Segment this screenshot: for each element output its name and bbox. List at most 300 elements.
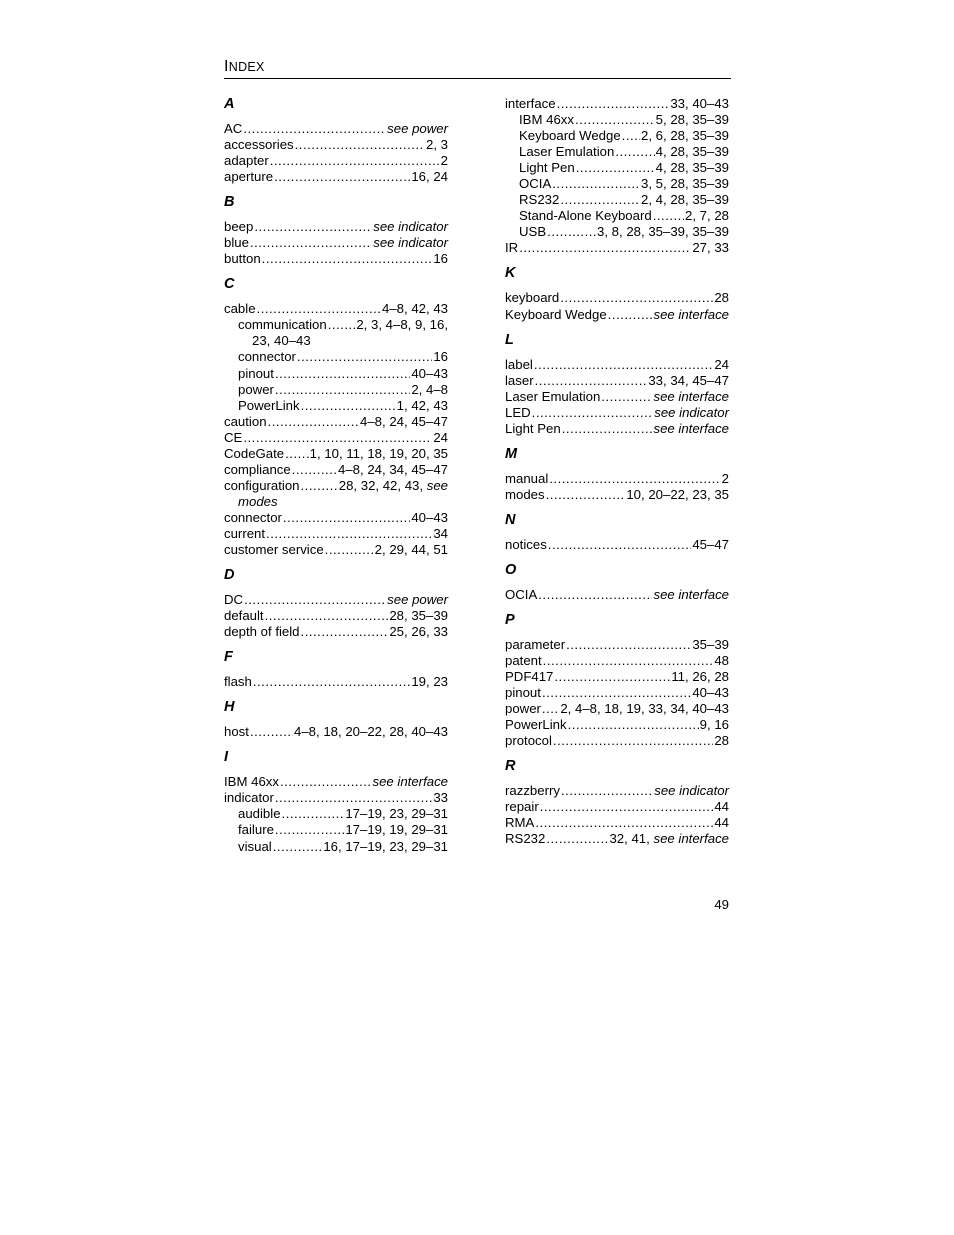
index-entry <box>224 153 448 169</box>
index-subentry <box>224 806 448 822</box>
leader-dots <box>622 128 640 144</box>
leader-dots <box>250 235 372 251</box>
leader-dots <box>568 717 699 733</box>
index-term: depth of field <box>224 624 300 640</box>
index-entry <box>505 733 729 749</box>
index-entry <box>224 235 448 251</box>
page-refs: 2, 7, 28 <box>685 208 729 224</box>
index-pages <box>389 624 448 640</box>
index-pages <box>389 608 448 624</box>
index-pages <box>323 839 448 855</box>
page-refs: 1, 10, 11, 18, 19, 20, 35 <box>309 445 448 461</box>
page-refs: 2, 4–8, 18, 19, 33, 34, 40–43 <box>560 701 729 717</box>
index-pages <box>441 153 448 169</box>
see-reference: see <box>426 477 448 493</box>
leader-dots <box>275 822 344 838</box>
index-entry <box>224 462 448 478</box>
index-subentry <box>224 398 448 414</box>
index-term: manual <box>505 470 549 486</box>
index-term: CodeGate <box>224 445 285 461</box>
index-term: DC <box>224 592 244 608</box>
page-refs: 4–8, 42, 43 <box>382 301 448 317</box>
index-term: Stand-Alone Keyboard <box>519 208 652 224</box>
index-entry <box>505 587 729 603</box>
index-entry <box>505 405 729 421</box>
index-pages <box>382 301 448 317</box>
index-entry <box>224 478 448 494</box>
index-subentry <box>224 349 448 365</box>
index-term: AC <box>224 121 243 136</box>
page-refs: 16 <box>433 251 448 267</box>
index-group <box>505 96 729 256</box>
leader-dots <box>244 592 386 608</box>
page-refs: 3, 8, 28, 35–39, 35–39 <box>597 224 729 240</box>
see-reference: see indicator <box>654 404 729 420</box>
index-term: Laser Emulation <box>519 144 615 160</box>
index-pages <box>653 307 729 323</box>
index-pages <box>653 389 729 405</box>
index-pages <box>426 137 448 153</box>
page-refs: 2, 29, 44, 51 <box>374 542 448 558</box>
page-refs: 35–39 <box>692 636 729 652</box>
index-group <box>505 512 729 553</box>
page-refs: 40–43 <box>411 509 448 525</box>
index-term: LED <box>505 404 531 420</box>
leader-dots <box>534 357 713 373</box>
page-refs: 28 <box>714 290 729 306</box>
page-refs: 33, 34, 45–47 <box>648 372 729 388</box>
leader-dots <box>557 96 670 112</box>
page-refs: 17–19, 19, 29–31 <box>345 822 448 838</box>
leader-dots <box>553 733 713 749</box>
index-pages <box>560 701 729 717</box>
index-pages <box>692 637 729 653</box>
index-continuation: modes <box>238 493 278 509</box>
index-term: cable <box>224 301 256 317</box>
page-refs: 2, 4–8 <box>411 381 448 397</box>
page-refs: 17–19, 23, 29–31 <box>345 806 448 822</box>
index-term: notices <box>505 536 547 552</box>
index-entry <box>224 301 448 317</box>
index-term: visual <box>238 838 272 854</box>
index-group <box>505 562 729 603</box>
page-refs: 2, 6, 28, 35–39 <box>641 128 729 144</box>
index-pages <box>700 717 729 733</box>
index-entry <box>224 526 448 542</box>
page-refs: 10, 20–22, 23, 35 <box>626 486 729 502</box>
index-pages <box>656 160 729 176</box>
index-entry <box>505 240 729 256</box>
index-letter-heading: K <box>505 265 516 282</box>
leader-dots <box>575 112 655 128</box>
index-subentry <box>505 144 729 160</box>
leader-dots <box>283 510 410 526</box>
page-refs: 33 <box>433 790 448 806</box>
leader-dots <box>562 421 653 437</box>
index-term: PowerLink <box>238 397 300 413</box>
index-pages <box>411 510 448 526</box>
index-entry <box>224 542 448 558</box>
leader-dots <box>301 624 389 640</box>
leader-dots <box>274 169 410 185</box>
index-term: interface <box>505 96 556 111</box>
index-pages <box>654 405 729 421</box>
leader-dots <box>566 637 691 653</box>
page-number: 49 <box>714 897 729 912</box>
index-term: RS232 <box>519 192 560 208</box>
index-pages <box>345 806 448 822</box>
page-refs: 28, 35–39 <box>389 608 448 624</box>
index-group <box>505 332 729 437</box>
index-entry <box>505 421 729 437</box>
index-pages <box>338 462 448 478</box>
index-group <box>224 276 448 558</box>
index-entry <box>505 717 729 733</box>
index-pages <box>294 724 448 740</box>
leader-dots <box>253 674 410 690</box>
index-entry <box>224 790 448 806</box>
page-refs: 16, 17–19, 23, 29–31 <box>323 838 448 854</box>
index-pages <box>641 176 729 192</box>
index-pages <box>411 366 448 382</box>
leader-dots <box>542 701 559 717</box>
index-entry <box>224 724 448 740</box>
index-term: adapter <box>224 153 269 169</box>
index-pages <box>433 526 448 542</box>
index-letter-heading: P <box>505 611 515 628</box>
index-pages <box>670 96 729 112</box>
index-term: Light Pen <box>519 160 575 176</box>
index-entry <box>505 701 729 717</box>
index-term: PowerLink <box>505 717 567 733</box>
index-term: label <box>505 356 533 372</box>
index-term: current <box>224 525 266 541</box>
index-subentry <box>224 382 448 398</box>
index-term: compliance <box>224 461 291 477</box>
index-letter-heading: B <box>224 194 235 211</box>
index-entry <box>505 669 729 685</box>
leader-dots <box>265 608 389 624</box>
index-term: accessories <box>224 137 294 153</box>
index-pages <box>433 790 448 806</box>
index-term: power <box>505 701 541 717</box>
index-entry <box>505 799 729 815</box>
index-pages <box>714 653 729 669</box>
index-pages <box>653 421 729 437</box>
leader-dots <box>243 430 432 446</box>
index-term: beep <box>224 219 254 235</box>
index-entry <box>505 637 729 653</box>
index-entry <box>505 487 729 503</box>
index-pages <box>626 487 729 503</box>
index-subentry <box>505 192 729 208</box>
leader-dots <box>561 783 653 799</box>
index-pages <box>654 783 729 799</box>
index-group <box>224 194 448 267</box>
index-pages <box>433 251 448 267</box>
index-entry <box>505 471 729 487</box>
index-entry <box>224 510 448 526</box>
index-pages <box>641 192 729 208</box>
index-term: default <box>224 608 264 624</box>
index-term: blue <box>224 235 249 251</box>
index-entry <box>224 674 448 690</box>
page-refs: 5, 28, 35–39 <box>655 112 729 128</box>
see-reference: see interface <box>653 586 729 602</box>
leader-dots <box>542 685 691 701</box>
index-term: parameter <box>505 636 566 652</box>
leader-dots <box>280 774 372 790</box>
leader-dots <box>653 208 684 224</box>
index-subentry <box>224 317 448 333</box>
index-pages <box>345 822 448 838</box>
index-term: connector <box>238 349 296 365</box>
page-refs: 25, 26, 33 <box>389 624 448 640</box>
index-term: pinout <box>505 685 541 701</box>
page-refs: 2, 3, 4–8, 9, 16, <box>356 317 448 333</box>
index-subentry <box>505 128 729 144</box>
index-subentry <box>224 822 448 838</box>
index-letter-heading: N <box>505 511 516 528</box>
index-term: RMA <box>505 815 535 831</box>
index-pages <box>397 398 448 414</box>
page-header <box>224 58 731 79</box>
index-subentry <box>505 112 729 128</box>
index-letter-heading: I <box>224 749 229 766</box>
leader-dots <box>275 382 410 398</box>
leader-dots <box>292 462 337 478</box>
leader-dots <box>325 542 374 558</box>
page-refs: 2 <box>440 153 448 169</box>
index-term: Light Pen <box>505 420 561 436</box>
index-entry <box>505 307 729 323</box>
page-refs: 9, 16 <box>699 717 729 733</box>
leader-dots <box>273 839 323 855</box>
see-reference: see indicator <box>373 219 448 235</box>
index-pages <box>714 357 729 373</box>
index-term: flash <box>224 674 252 690</box>
index-entry <box>505 373 729 389</box>
page-refs: 33, 40–43 <box>670 96 729 111</box>
index-term: IR <box>505 240 519 256</box>
page-refs: 4, 28, 35–39 <box>655 144 729 160</box>
index-term: Laser Emulation <box>505 388 601 404</box>
index-group <box>505 265 729 322</box>
page-refs: 48 <box>714 653 729 669</box>
leader-dots <box>608 307 653 323</box>
index-group <box>505 612 729 749</box>
index-pages <box>411 674 448 690</box>
index-pages <box>609 831 729 847</box>
index-pages <box>387 121 448 137</box>
leader-dots <box>285 446 309 462</box>
leader-dots <box>297 349 432 365</box>
page-refs: 3, 5, 28, 35–39 <box>641 176 729 192</box>
index-pages <box>339 478 448 494</box>
index-column-left <box>224 96 448 864</box>
index-term: power <box>238 381 274 397</box>
leader-dots <box>532 405 654 421</box>
index-pages <box>722 471 729 487</box>
leader-dots <box>615 144 654 160</box>
index-pages <box>411 382 448 398</box>
leader-dots <box>262 251 433 267</box>
leader-dots <box>257 301 381 317</box>
index-subentry <box>505 224 729 240</box>
leader-dots <box>560 192 640 208</box>
index-term: protocol <box>505 733 552 749</box>
index-entry <box>505 815 729 831</box>
page-refs: 16 <box>433 349 448 365</box>
index-pages <box>692 240 729 256</box>
index-term: CE <box>224 429 243 445</box>
page-refs: 2, 3 <box>426 137 448 153</box>
page-refs: 16, 24 <box>411 169 448 185</box>
leader-dots <box>254 219 372 235</box>
page-refs: 11, 26, 28 <box>671 669 729 685</box>
header-rest: NDEX <box>228 60 265 74</box>
index-entry <box>505 653 729 669</box>
page-refs: 34 <box>433 525 448 541</box>
leader-dots <box>540 799 714 815</box>
index-pages <box>692 537 729 553</box>
index-pages <box>433 349 448 365</box>
page-refs: 44 <box>714 799 729 815</box>
index-pages <box>597 224 729 240</box>
index-pages <box>671 669 729 685</box>
index-term: pinout <box>238 365 274 381</box>
leader-dots <box>546 487 626 503</box>
leader-dots <box>328 317 356 333</box>
index-letter-heading: O <box>505 561 517 578</box>
page-refs: 24 <box>714 356 729 372</box>
index-pages <box>714 799 729 815</box>
leader-dots <box>535 373 648 389</box>
index-term: PDF417 <box>505 669 554 685</box>
leader-dots <box>275 790 432 806</box>
index-letter-heading: D <box>224 567 235 584</box>
see-reference: see interface <box>653 388 729 404</box>
index-entry <box>224 608 448 624</box>
index-pages <box>648 373 729 389</box>
leader-dots <box>519 240 691 256</box>
index-group <box>224 96 448 185</box>
leader-dots <box>543 653 714 669</box>
index-pages <box>714 290 729 306</box>
page-refs: 4–8, 24, 45–47 <box>360 413 448 429</box>
index-entry <box>224 414 448 430</box>
index-subentry <box>224 366 448 382</box>
index-term: host <box>224 724 249 740</box>
index-pages <box>356 317 448 333</box>
leader-dots <box>547 224 596 240</box>
page-refs: 2, 4, 28, 35–39 <box>641 192 729 208</box>
index-term: modes <box>505 486 545 502</box>
page-refs: 4–8, 18, 20–22, 28, 40–43 <box>294 724 448 740</box>
index-term: keyboard <box>505 290 560 306</box>
index-term: Keyboard Wedge <box>519 128 621 144</box>
leader-dots <box>560 290 713 306</box>
index-entry <box>224 624 448 640</box>
index-pages <box>387 592 448 608</box>
page-refs: 44 <box>714 815 729 831</box>
header-initial: I <box>224 58 229 75</box>
index-entry <box>224 251 448 267</box>
index-term: communication <box>238 317 327 333</box>
index-group <box>224 749 448 854</box>
index-term: IBM 46xx <box>519 112 574 128</box>
index-entry <box>224 774 448 790</box>
index-entry <box>224 446 448 462</box>
index-entry <box>224 121 448 137</box>
index-continuation: 23, 40–43 <box>252 333 311 349</box>
index-entry <box>224 592 448 608</box>
leader-dots <box>250 724 293 740</box>
page-refs: 45–47 <box>692 536 729 552</box>
leader-dots <box>548 537 692 553</box>
index-pages <box>653 587 729 603</box>
leader-dots <box>546 831 608 847</box>
index-term: USB <box>519 224 547 240</box>
see-reference: see interface <box>653 306 729 322</box>
leader-dots <box>538 587 652 603</box>
index-pages <box>685 208 729 224</box>
leader-dots <box>243 121 386 137</box>
index-pages <box>692 685 729 701</box>
index-term: RS232 <box>505 831 546 847</box>
leader-dots <box>552 176 640 192</box>
index-pages <box>641 128 729 144</box>
page-refs: 4, 28, 35–39 <box>655 160 729 176</box>
see-reference: see interface <box>653 831 729 847</box>
index-letter-heading: H <box>224 699 235 716</box>
page-refs: 28, 32, 42, 43, <box>338 477 424 493</box>
index-entry <box>505 357 729 373</box>
index-term: laser <box>505 372 534 388</box>
index-pages <box>360 414 448 430</box>
page-refs: 1, 42, 43 <box>396 397 448 413</box>
leader-dots <box>270 153 440 169</box>
see-reference: see power <box>387 121 448 136</box>
page-refs: 24 <box>433 429 448 445</box>
index-pages <box>372 774 448 790</box>
page-refs: 40–43 <box>411 365 448 381</box>
index-term: audible <box>238 806 281 822</box>
index-entry <box>505 389 729 405</box>
index-pages <box>373 219 448 235</box>
leader-dots <box>549 471 720 487</box>
index-entry <box>224 430 448 446</box>
index-term: repair <box>505 799 539 815</box>
index-pages <box>411 169 448 185</box>
page-refs: 19, 23 <box>411 674 448 690</box>
index-term: OCIA <box>519 176 552 192</box>
index-term: razzberry <box>505 783 560 799</box>
page-refs: 2 <box>721 470 729 486</box>
index-group <box>224 567 448 640</box>
page-refs: 32, 41, <box>609 831 650 847</box>
index-pages <box>373 235 448 251</box>
page-refs: 4–8, 24, 34, 45–47 <box>338 461 448 477</box>
index-pages <box>433 430 448 446</box>
index-term: indicator <box>224 790 274 806</box>
index-term: button <box>224 251 261 267</box>
index-pages <box>714 733 729 749</box>
index-entry <box>505 783 729 799</box>
index-pages <box>714 815 729 831</box>
index-letter-heading: A <box>224 96 235 112</box>
index-entry <box>505 96 729 112</box>
